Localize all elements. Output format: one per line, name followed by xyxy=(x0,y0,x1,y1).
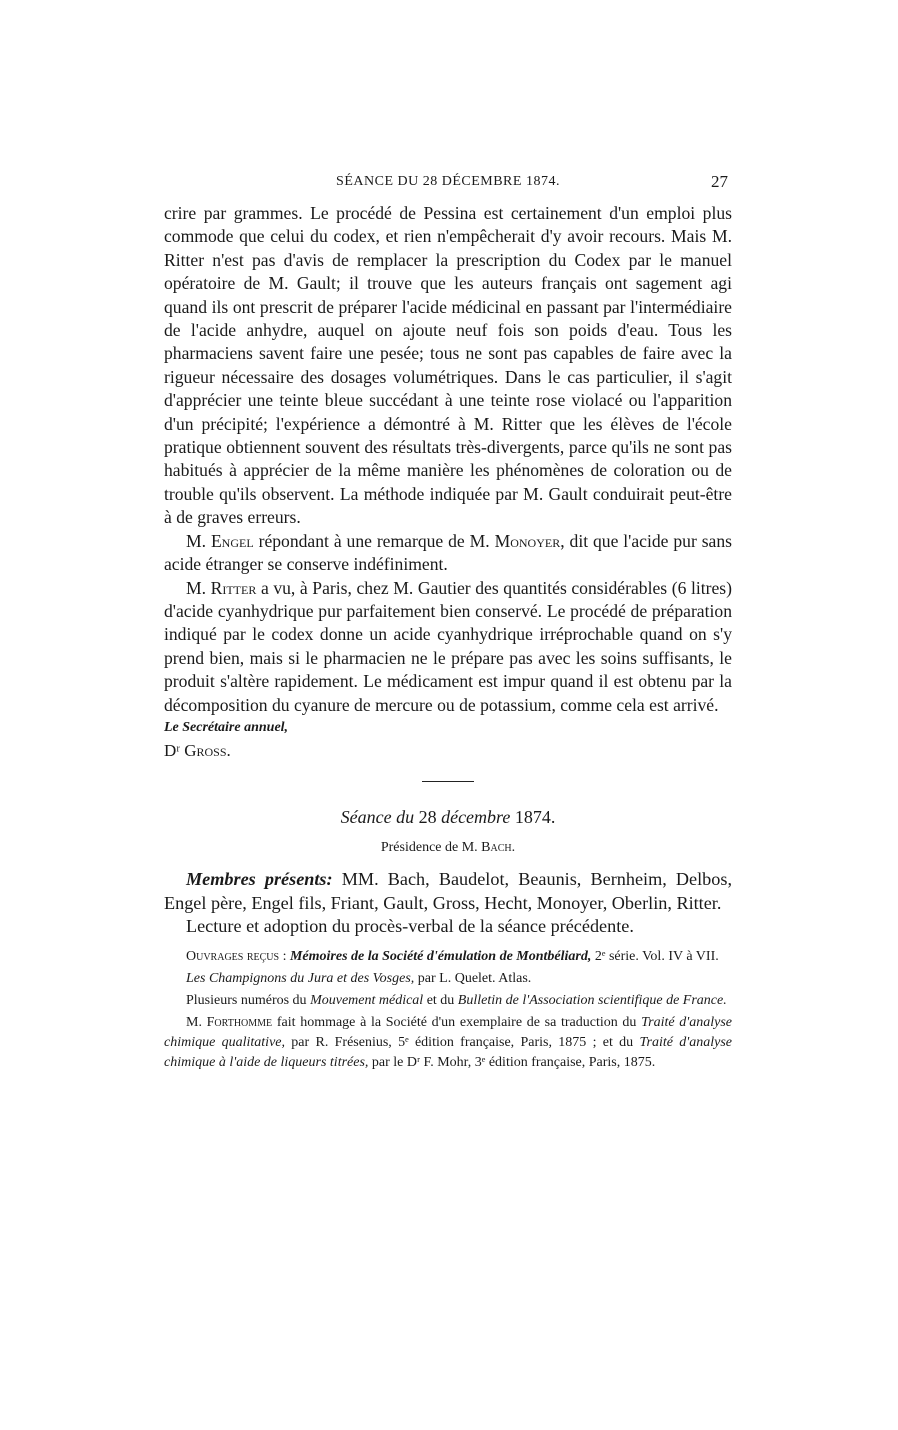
engel-text-before: répondant à une remarque de M. xyxy=(253,530,495,551)
journal-bulletin: Bulletin de l'Association scientifique de France. xyxy=(457,992,727,1008)
session-day: 28 xyxy=(418,806,437,827)
body-text xyxy=(164,202,732,1075)
forthomme-text2: par R. Frésenius, 5ᵉ édition française, Paris, 1875 ; et du xyxy=(285,1034,640,1050)
members-label: Membres présents: xyxy=(186,868,333,889)
signature-role: Le Secrétaire annuel, xyxy=(164,719,289,735)
session-year: 1874. xyxy=(514,806,556,827)
signature-name xyxy=(164,739,732,763)
champignons-paragraph xyxy=(164,969,732,989)
page-number: 27 xyxy=(711,172,728,191)
forthomme-prefix: M. xyxy=(186,1014,207,1030)
forthomme-name: Forthomme xyxy=(206,1014,273,1030)
members-paragraph xyxy=(164,868,732,915)
ritter-paragraph xyxy=(164,577,732,717)
journal-mouvement-medical: Mouvement médical xyxy=(310,992,424,1008)
signature-surname: Gross. xyxy=(184,740,231,760)
forthomme-paragraph xyxy=(164,1013,732,1073)
numeros-before: Plusieurs numéros du xyxy=(186,992,311,1008)
president-name: Bach. xyxy=(481,839,516,855)
signature-title: Dʳ xyxy=(164,740,180,760)
presidence-line xyxy=(164,838,732,858)
section-divider xyxy=(422,781,474,782)
members-list: MM. Bach, Baudelot, Beaunis, Bernheim, Delbos, Engel père, Engel fils, Friant, Gault, Gross, Hecht, Monoyer, Oberlin, Ritter. xyxy=(164,868,732,913)
members-section xyxy=(164,868,732,939)
book-qualitative: Traité d'analyse chimique qualitative, xyxy=(164,1014,733,1050)
forthomme-text3: par le Dʳ F. Mohr, 3ᵉ édition française, Paris, 1875. xyxy=(368,1054,656,1070)
works-received-rest: 2ᵉ série. Vol. IV à VII. xyxy=(591,948,719,964)
running-header xyxy=(164,172,732,194)
works-section xyxy=(164,947,732,1073)
engel-paragraph xyxy=(164,530,732,577)
minutes-paragraph: Lecture et adoption du procès-verbal de la séance précédente. xyxy=(186,916,634,937)
mention-monoyer: Monoyer xyxy=(494,530,561,551)
numeros-middle: et du xyxy=(423,992,458,1008)
session-title-middle: décembre xyxy=(436,806,515,827)
session-title xyxy=(164,804,732,830)
ritter-text: a vu, à Paris, chez M. Gautier des quantités considérables (6 litres) d'acide cyanhydrique pur parfaitement bien conservé. Le procédé de préparation indiqué par le codex donne un acide cyanhydrique irréprochable quand on s'y prend bien, mais si le pharmacien ne le prépare pas avec les soins suffisants, le produit s'altère rapidement. Le médicament est impur quand il est obtenu par la décomposition du cyanure de mercure ou de potassium, comme cela est arrivé. xyxy=(164,577,732,715)
engel-prefix: M. xyxy=(186,530,211,551)
continuation-paragraph: crire par grammes. Le procédé de Pessina est certainement d'un emploi plus commode que celui du codex, et rien n'empêcherait d'y avoir recours. Mais M. Ritter n'est pas d'avis de remplacer la prescription du Codex par le manuel opératoire de M. Gault; il trouve que les auteurs français ont sagement agi quand ils ont prescrit de préparer l'acide médicinal en passant par l'intermédiaire de l'acide anhydre, auquel on ajoute neuf fois son poids d'eau. Tous les pharmaciens savent faire une pesée; tous ne sont pas capables de faire avec la rigueur nécessaire des dosages volumétriques. Dans le cas particulier, il s'agit d'apprécier une teinte bleue succédant à une teinte rose violacé ou l'apparition d'un précipité; l'expérience a démontré à M. Ritter que les élèves de l'école pratique obtiennent souvent des résultats très-divergents, parce qu'ils ne sont pas habitués à apprécier de la même manière les phénomènes de coloration ou de trouble qu'ils observent. La méthode indiquée par M. Gault conduirait peut-être à de graves erreurs. xyxy=(164,203,732,528)
champignons-title: Les Champignons du Jura et des Vosges, xyxy=(186,970,415,986)
speaker-engel: Engel xyxy=(210,530,254,551)
works-received-label: Ouvrages reçus : xyxy=(186,948,287,964)
speaker-ritter: Ritter xyxy=(210,577,257,598)
works-received-title: Mémoires de la Société d'émulation de Montbéliard, xyxy=(286,948,592,964)
engel-text-after: , dit que l'acide pur sans acide étranger se conserve indéfiniment. xyxy=(164,530,732,575)
book-liqueurs-titrees: Traité d'analyse chimique à l'aide de liqueurs titrées, xyxy=(164,1034,733,1070)
session-title-prefix: Séance du xyxy=(340,806,419,827)
works-received-paragraph xyxy=(164,947,732,967)
running-title: SÉANCE DU 28 DÉCEMBRE 1874. xyxy=(336,174,560,189)
presidence-prefix: Présidence de M. xyxy=(380,839,482,855)
forthomme-text1: fait hommage à la Société d'un exemplaire de sa traduction du xyxy=(272,1014,642,1030)
champignons-rest: par L. Quelet. Atlas. xyxy=(414,970,532,986)
ritter-prefix: M. xyxy=(186,577,211,598)
numeros-paragraph xyxy=(164,991,732,1011)
